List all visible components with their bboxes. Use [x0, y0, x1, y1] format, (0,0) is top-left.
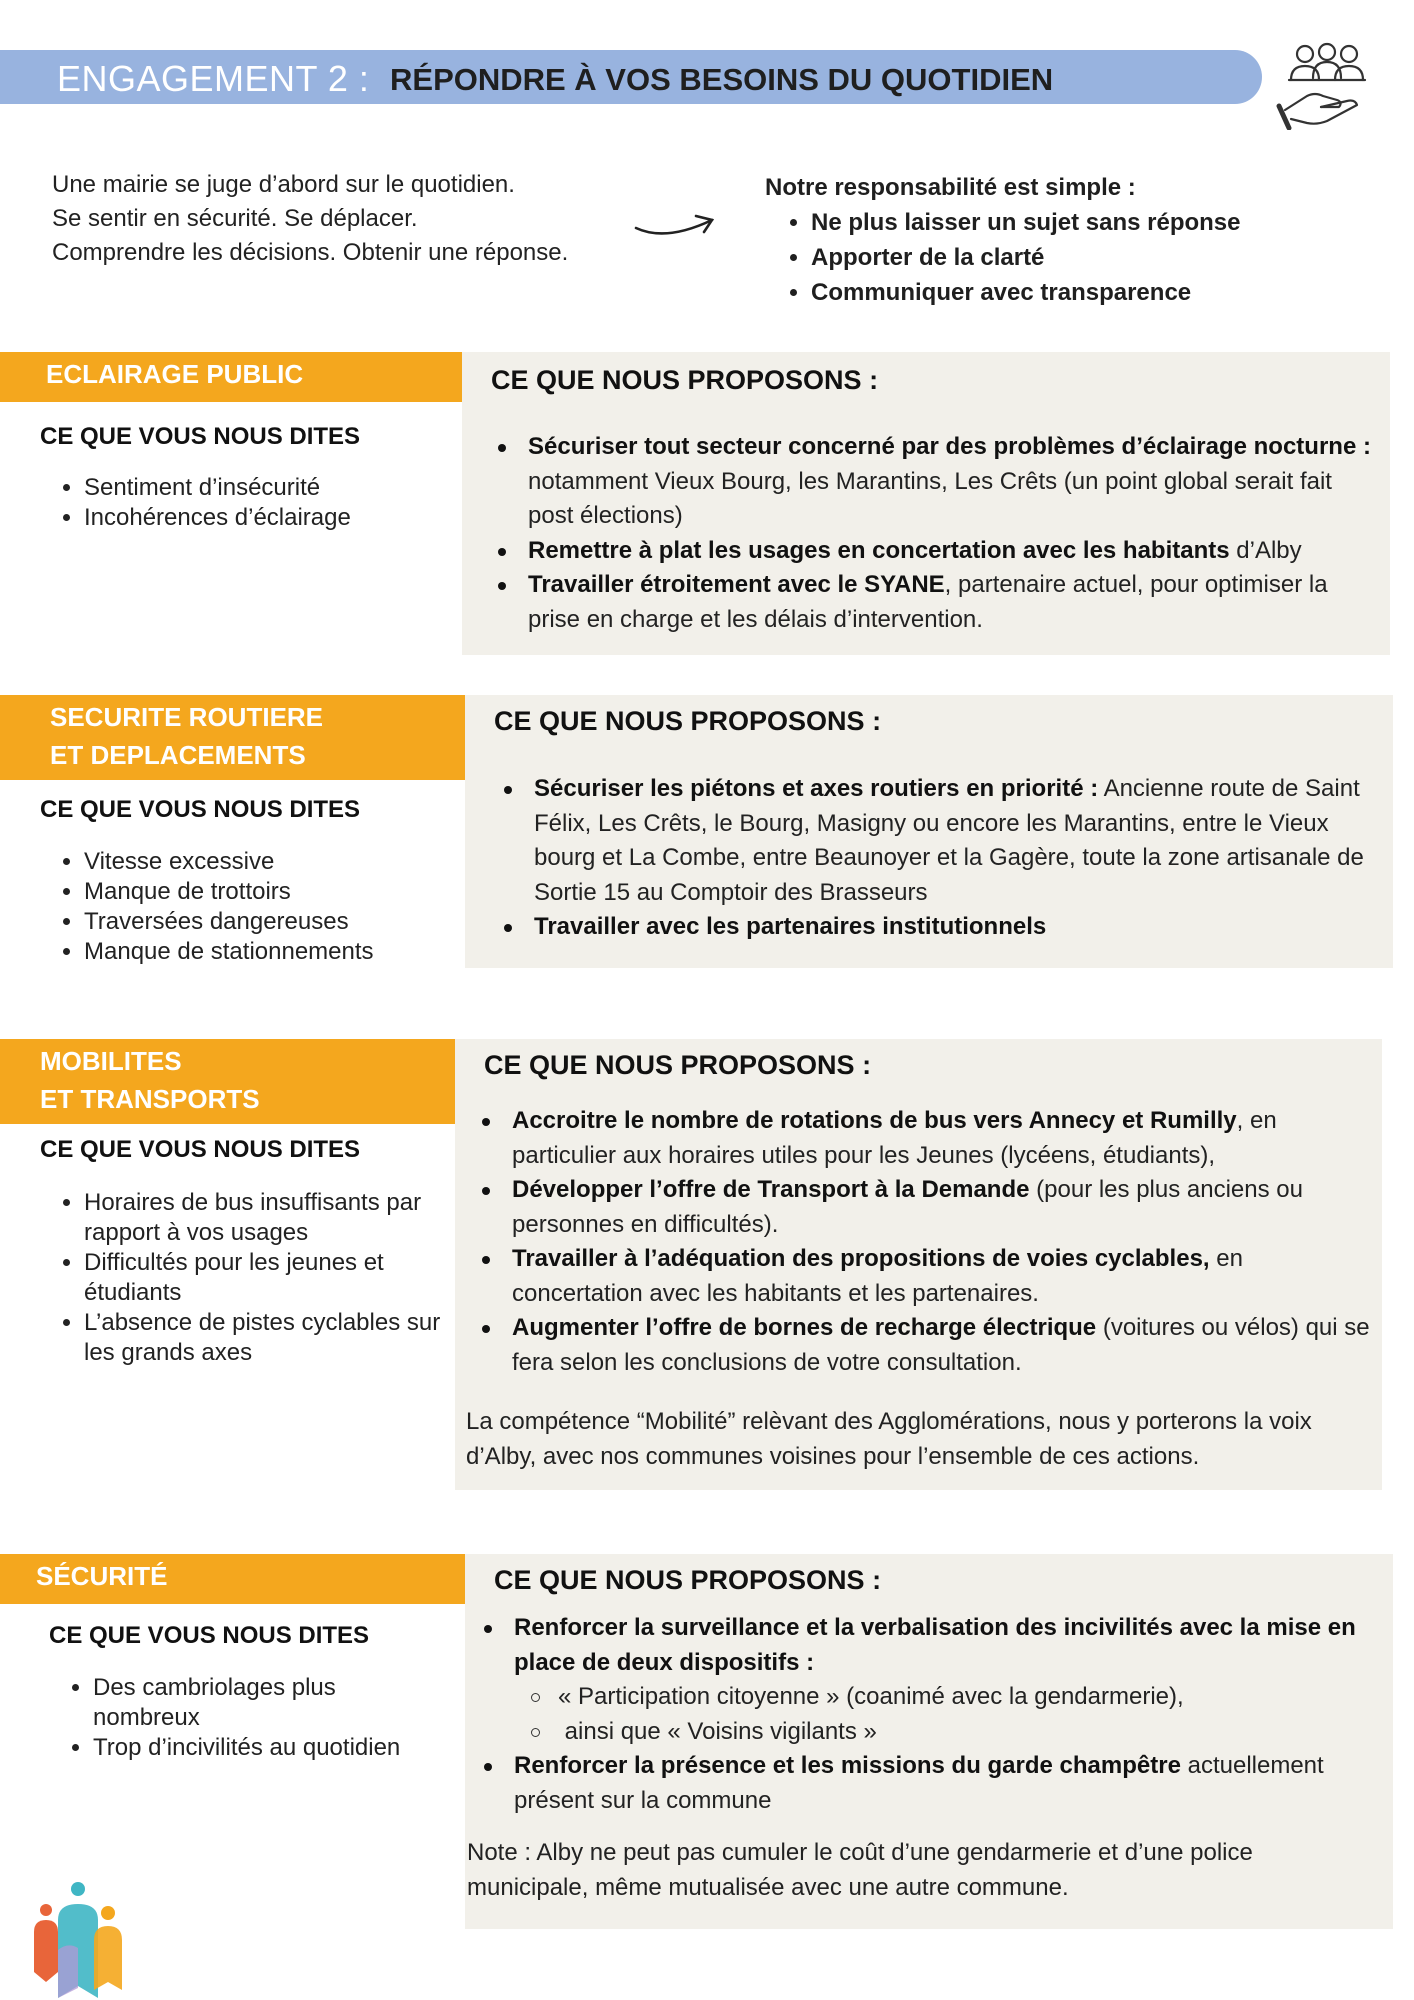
responsibility-item: • Communiquer avec transparence — [811, 275, 1241, 310]
proposals-heading: CE QUE NOUS PROPOSONS : — [491, 365, 879, 395]
engagement-label: ENGAGEMENT 2 : — [57, 58, 370, 99]
proposal-text: (voitures ou vélos) qui se fera selon les conclusions de votre consultation. — [512, 1314, 1370, 1376]
proposal-item — [500, 772, 1380, 910]
proposals-list — [478, 1104, 1378, 1380]
people-logo — [28, 1880, 140, 2000]
section-title-securite-routiere — [0, 695, 465, 780]
sub-list-item: ainsi que « Voisins vigilants » — [514, 1715, 1388, 1750]
list-item: • Vitesse excessive — [84, 847, 374, 877]
responsibility-title: Notre responsabilité est simple : — [765, 174, 1136, 201]
proposal-item — [494, 430, 1385, 534]
proposal-item — [478, 1173, 1378, 1242]
section-title-line: MOBILITES — [40, 1046, 182, 1076]
proposals-heading: CE QUE NOUS PROPOSONS : — [484, 1050, 872, 1080]
proposal-text: (pour les plus anciens ou personnes en difficultés). — [512, 1176, 1303, 1238]
dites-heading: CE QUE VOUS NOUS DITES — [40, 423, 361, 450]
intro-line: Comprendre les décisions. Obtenir une réponse. — [52, 239, 569, 266]
list-item: • Traversées dangereuses — [84, 907, 374, 937]
proposal-item — [478, 1242, 1378, 1311]
proposal-text: Ancienne route de Saint Félix, Les Crêts, le Bourg, Masigny ou encore les Marantins, entre le Vieux bourg et La Combe, entre Beaunoyer et la Gagère, toute la zone artisanale de Sortie 15 au Comptoir des Brasseurs — [534, 775, 1364, 906]
proposal-text: en concertation avec les habitants et les partenaires. — [512, 1245, 1243, 1307]
proposal-text: d’Alby — [1229, 536, 1302, 564]
proposal-bold: Développer l’offre de Transport à la Demande — [512, 1176, 1030, 1203]
section-title-line: ET TRANSPORTS — [40, 1084, 260, 1114]
proposal-text: , en particulier aux horaires utiles pour les Jeunes (lycéens, étudiants), — [512, 1107, 1277, 1169]
list-item: • L’absence de pistes cyclables sur les grands axes — [84, 1308, 464, 1368]
proposal-bold: Accroitre le nombre de rotations de bus vers Annecy et Rumilly — [512, 1107, 1237, 1134]
list-item: • Horaires de bus insuffisants par rapport à vos usages — [84, 1188, 464, 1248]
section-title-mobilites — [0, 1039, 455, 1124]
mobility-note: La compétence “Mobilité” relèvant des Agglomérations, nous y porterons la voix d’Alby, avec nos communes voisines pour l’ensemble de ces actions. — [466, 1408, 1312, 1470]
list-item: • Manque de trottoirs — [84, 877, 374, 907]
proposals-list — [500, 772, 1380, 945]
proposal-item — [494, 568, 1380, 637]
proposal-bold: Remettre à plat les usages en concertation avec les habitants — [528, 536, 1230, 564]
page-title: RÉPONDRE À VOS BESOINS DU QUOTIDIEN — [390, 62, 1054, 97]
section-title-line: SÉCURITÉ — [36, 1561, 168, 1591]
proposals-list — [494, 430, 1385, 637]
community-hand-icon — [1275, 40, 1379, 130]
proposal-item — [480, 1611, 1388, 1749]
list-item: • Sentiment d’insécurité — [84, 473, 351, 503]
proposal-bold: Travailler avec les partenaires institutionnels — [534, 913, 1047, 940]
section-title-line: ET DEPLACEMENTS — [50, 740, 306, 770]
proposals-list — [480, 1611, 1388, 1818]
proposal-text: actuellement présent sur la commune — [514, 1752, 1324, 1814]
proposals-heading: CE QUE NOUS PROPOSONS : — [494, 1565, 882, 1595]
dites-heading: CE QUE VOUS NOUS DITES — [49, 1622, 370, 1649]
intro-line: Se sentir en sécurité. Se déplacer. — [52, 205, 418, 232]
security-note: Note : Alby ne peut pas cumuler le coût d’une gendarmerie et d’une police municipale, même mutualisée avec une autre commune. — [467, 1839, 1253, 1901]
proposal-item — [478, 1104, 1378, 1173]
dites-list — [61, 1673, 433, 1763]
list-item: • Difficultés pour les jeunes et étudiants — [84, 1248, 464, 1308]
header-banner — [0, 50, 1262, 104]
proposal-bold: Travailler étroitement avec le SYANE — [528, 571, 945, 598]
proposal-text: notamment Vieux Bourg, les Marantins, Les Crêts (un point global serait fait post élections) — [528, 433, 1385, 529]
proposal-bold: Augmenter l’offre de bornes de recharge électrique — [512, 1314, 1097, 1341]
responsibility-item: • Apporter de la clarté — [811, 240, 1241, 275]
responsibility-block — [765, 170, 1241, 310]
dites-list — [52, 1188, 464, 1368]
section-title-eclairage — [0, 352, 462, 402]
intro-line: Une mairie se juge d’abord sur le quotidien. — [52, 171, 515, 198]
section-title-line: ECLAIRAGE PUBLIC — [46, 359, 304, 389]
proposal-bold: Sécuriser les piétons et axes routiers en priorité : — [534, 775, 1099, 802]
dites-list — [52, 847, 374, 967]
list-item: • Manque de stationnements — [84, 937, 374, 967]
dites-list — [52, 473, 351, 533]
proposal-text: , partenaire actuel, pour optimiser la prise en charge et les délais d’intervention. — [528, 571, 1328, 633]
intro-text — [52, 168, 568, 270]
arrow-right-icon — [632, 210, 716, 242]
proposal-item — [500, 910, 1380, 945]
proposal-item — [480, 1749, 1388, 1818]
proposal-bold: Sécuriser tout secteur concerné par des problèmes d’éclairage nocturne : — [528, 433, 1371, 460]
list-item: • Incohérences d’éclairage — [84, 503, 351, 533]
sub-list-item: « Participation citoyenne » (coanimé avec la gendarmerie), — [514, 1680, 1388, 1715]
list-item: • Des cambriolages plus nombreux — [93, 1673, 433, 1733]
proposal-item — [478, 1311, 1378, 1380]
proposal-bold: Renforcer la présence et les missions du garde champêtre — [514, 1752, 1181, 1779]
responsibility-list — [765, 205, 1241, 310]
proposal-bold: Travailler à l’adéquation des propositions de voies cyclables, — [512, 1245, 1210, 1272]
section-title-line: SECURITE ROUTIERE — [50, 702, 324, 732]
sub-list — [514, 1680, 1388, 1749]
section-title-securite — [0, 1554, 465, 1604]
proposal-bold: Renforcer la surveillance et la verbalisation des incivilités avec la mise en place de deux dispositifs : — [514, 1614, 1356, 1676]
dites-heading: CE QUE VOUS NOUS DITES — [40, 1136, 361, 1163]
proposal-item — [494, 534, 1380, 569]
dites-heading: CE QUE VOUS NOUS DITES — [40, 796, 361, 823]
list-item: • Trop d’incivilités au quotidien — [93, 1733, 433, 1763]
responsibility-item: • Ne plus laisser un sujet sans réponse — [811, 205, 1241, 240]
proposals-heading: CE QUE NOUS PROPOSONS : — [494, 706, 882, 736]
